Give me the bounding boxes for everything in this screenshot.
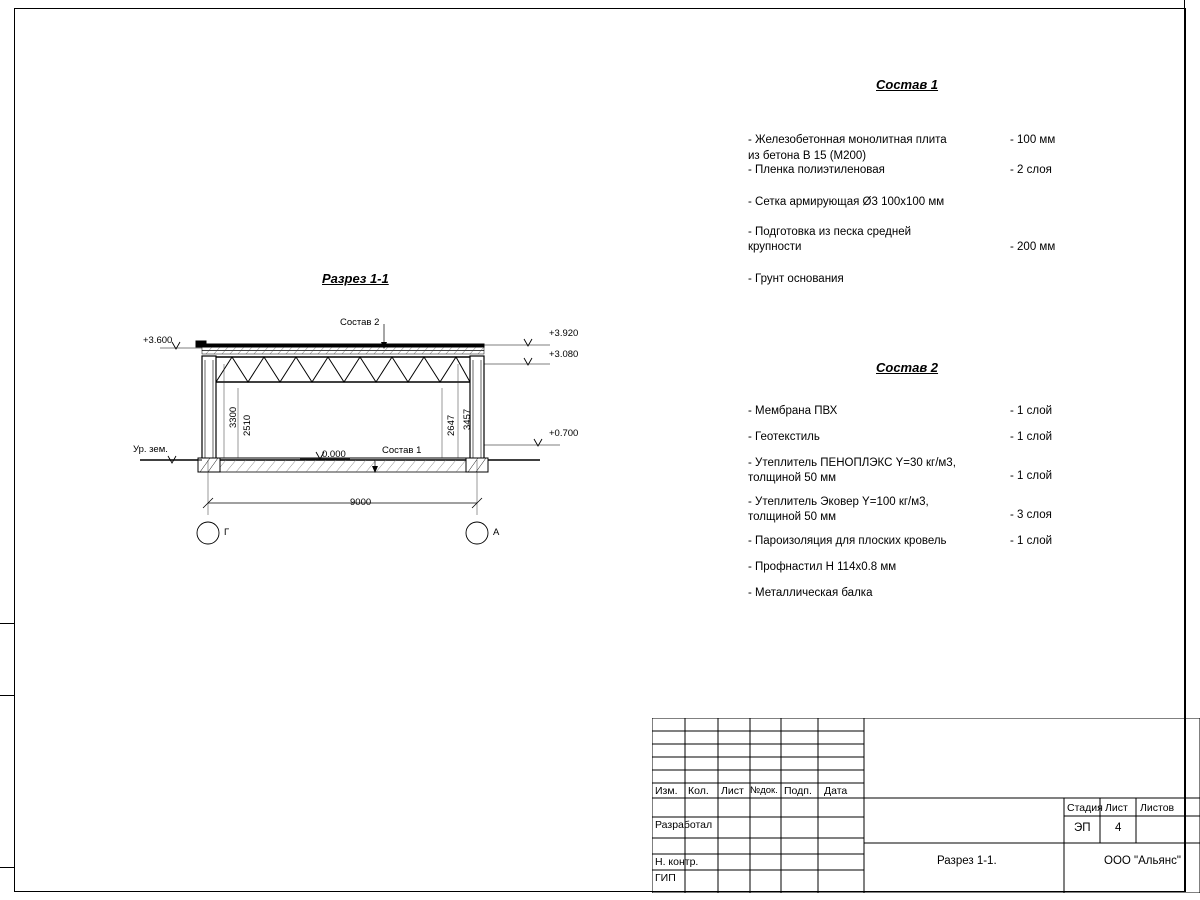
sostav1-title: Состав 1 <box>876 77 939 92</box>
stamp-lists-header: Листов <box>1140 802 1175 814</box>
section-drawing <box>120 260 600 560</box>
edge-tick-top-1 <box>1184 0 1185 8</box>
stamp-col-podp: Подп. <box>784 785 812 797</box>
sostav2-item-3-value: - 3 слоя <box>1010 509 1052 521</box>
vertical-dim-3300: 3300 <box>228 406 239 428</box>
stamp-list-header: Лист <box>1105 802 1128 814</box>
stamp-col-kol: Кол. <box>688 785 709 797</box>
sostav1-item-3-value: - 200 мм <box>1010 241 1056 253</box>
edge-tick-left-1 <box>0 623 14 624</box>
title-block <box>652 718 1200 893</box>
sostav1-item-2-line1: - Сетка армирующая Ø3 100х100 мм <box>748 196 945 208</box>
sostav2-item-1-value: - 1 слой <box>1010 431 1053 443</box>
sostav2-item-2-line2: толщиной 50 мм <box>748 472 837 484</box>
stamp-col-data: Дата <box>824 785 848 797</box>
sostav1-item-3-line2: крупности <box>748 241 802 253</box>
sostav2-item-6-line1: - Металлическая балка <box>748 587 873 599</box>
elevation-right-mid: +3.080 <box>549 349 579 360</box>
sostav2-item-3-line1: - Утеплитель Эковер Y=100 кг/м3, <box>748 496 929 508</box>
sostav2-item-0-value: - 1 слой <box>1010 405 1053 417</box>
sostav2-item-4-value: - 1 слой <box>1010 535 1053 547</box>
callout-sostav2: Состав 2 <box>340 317 380 328</box>
sostav1-item-1-value: - 2 слоя <box>1010 164 1052 176</box>
callout-sostav1: Состав 1 <box>382 445 422 456</box>
sostav1-item-0-line1: - Железобетонная монолитная плита <box>748 134 947 146</box>
sostav2-item-2-value: - 1 слой <box>1010 470 1053 482</box>
sostav1-item-1-line1: - Пленка полиэтиленовая <box>748 164 885 176</box>
stamp-sheet-name: Разрез 1-1. <box>937 855 997 867</box>
sostav2-item-1-line1: - Геотекстиль <box>748 431 820 443</box>
sostav2-item-2-line1: - Утеплитель ПЕНОПЛЭКС Y=30 кг/м3, <box>748 457 956 469</box>
elevation-right-top: +3.920 <box>549 328 579 339</box>
vertical-dim-2647: 2647 <box>446 414 457 436</box>
sostav1-item-3-line1: - Подготовка из песка средней <box>748 226 912 238</box>
axis-label-left: Г <box>224 527 230 538</box>
edge-tick-left-2 <box>0 695 14 696</box>
stamp-role-razrabotal: Разработал <box>655 819 713 831</box>
stamp-list-value: 4 <box>1115 822 1122 834</box>
stamp-role-gip: ГИП <box>655 872 676 884</box>
section-title: Разрез 1-1 <box>322 271 389 286</box>
sostav2-item-0-line1: - Мембрана ПВХ <box>748 405 838 417</box>
vertical-dim-3457: 3457 <box>462 408 473 430</box>
elevation-left-top: +3.600 <box>143 335 173 346</box>
elevation-right-low: +0.700 <box>549 428 579 439</box>
sostav1-item-0-value: - 100 мм <box>1010 134 1056 146</box>
stamp-stage-header: Стадия <box>1067 802 1103 814</box>
stamp-stage-value: ЭП <box>1074 822 1091 834</box>
ground-level-label: Ур. зем. <box>133 444 168 455</box>
sostav2-title: Состав 2 <box>876 360 939 375</box>
sostav2-item-4-line1: - Пароизоляция для плоских кровель <box>748 535 947 547</box>
vertical-dim-2510: 2510 <box>242 414 253 436</box>
stamp-col-list: Лист <box>721 785 744 797</box>
axis-label-right: А <box>493 527 500 538</box>
stamp-col-ndok: №док. <box>750 785 778 796</box>
span-dimension: 9000 <box>350 497 372 508</box>
stamp-company: ООО "Альянс" <box>1104 855 1181 867</box>
zero-level-label: 0.000 <box>322 449 346 460</box>
sostav2-item-5-line1: - Профнастил Н 114х0.8 мм <box>748 561 897 573</box>
stamp-role-nkontr: Н. контр. <box>655 856 699 868</box>
edge-tick-left-3 <box>0 867 14 868</box>
sostav1-item-0-line2: из бетона В 15 (М200) <box>748 150 867 162</box>
sostav1-item-4-line1: - Грунт основания <box>748 273 844 285</box>
stamp-col-izm: Изм. <box>655 785 678 797</box>
sostav2-item-3-line2: толщиной 50 мм <box>748 511 837 523</box>
